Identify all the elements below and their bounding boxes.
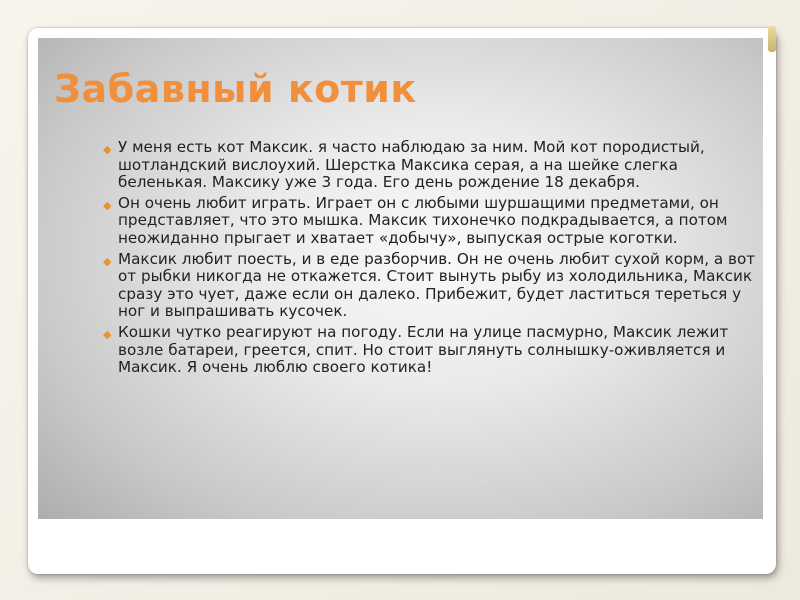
bullet-item-2: [103, 193, 758, 248]
diamond-bullet-icon: ◆: [103, 254, 112, 268]
bullet-item-3: [103, 249, 758, 321]
diamond-bullet-icon: ◆: [103, 327, 112, 341]
bullet-item-4: [103, 322, 758, 377]
bullet-text: Он очень любит играть. Играет он с любыми шуршащими предметами, он представляет, что это мышка. Максик тихонечко подкрадывается, а потом неожиданно прыгает и хватает «добычу», выпуская острые коготки.: [118, 193, 728, 247]
diamond-bullet-icon: ◆: [103, 198, 112, 212]
bullet-text: У меня есть кот Максик. я часто наблюдаю за ним. Мой кот породистый, шотландский вислоухий. Шерстка Максика серая, а на шейке слегка беленькая. Максику уже 3 года. Его день рождение 18 декабря.: [118, 138, 705, 192]
bullet-item-1: [103, 138, 758, 192]
slide-title: Забавный котик: [54, 67, 417, 111]
corner-accent-tab: [768, 26, 776, 52]
diamond-bullet-icon: ◆: [103, 143, 112, 156]
bullet-text: Максик любит поесть, и в еде разборчив. Он не очень любит сухой корм, а вот от рыбки никогда не откажется. Стоит вынуть рыбу из холодильника, Максик сразу это чует, даже если он далеко. Прибежит, будет ластиться тереться у ног и выпрашивать кусочек.: [118, 249, 756, 321]
bullet-list: [103, 138, 758, 380]
bullet-text: Кошки чутко реагируют на погоду. Если на улице пасмурно, Максик лежит возле батареи, греется, спит. Но стоит выглянуть солнышку-оживляется и Максик. Я очень люблю своего котика!: [118, 322, 729, 377]
